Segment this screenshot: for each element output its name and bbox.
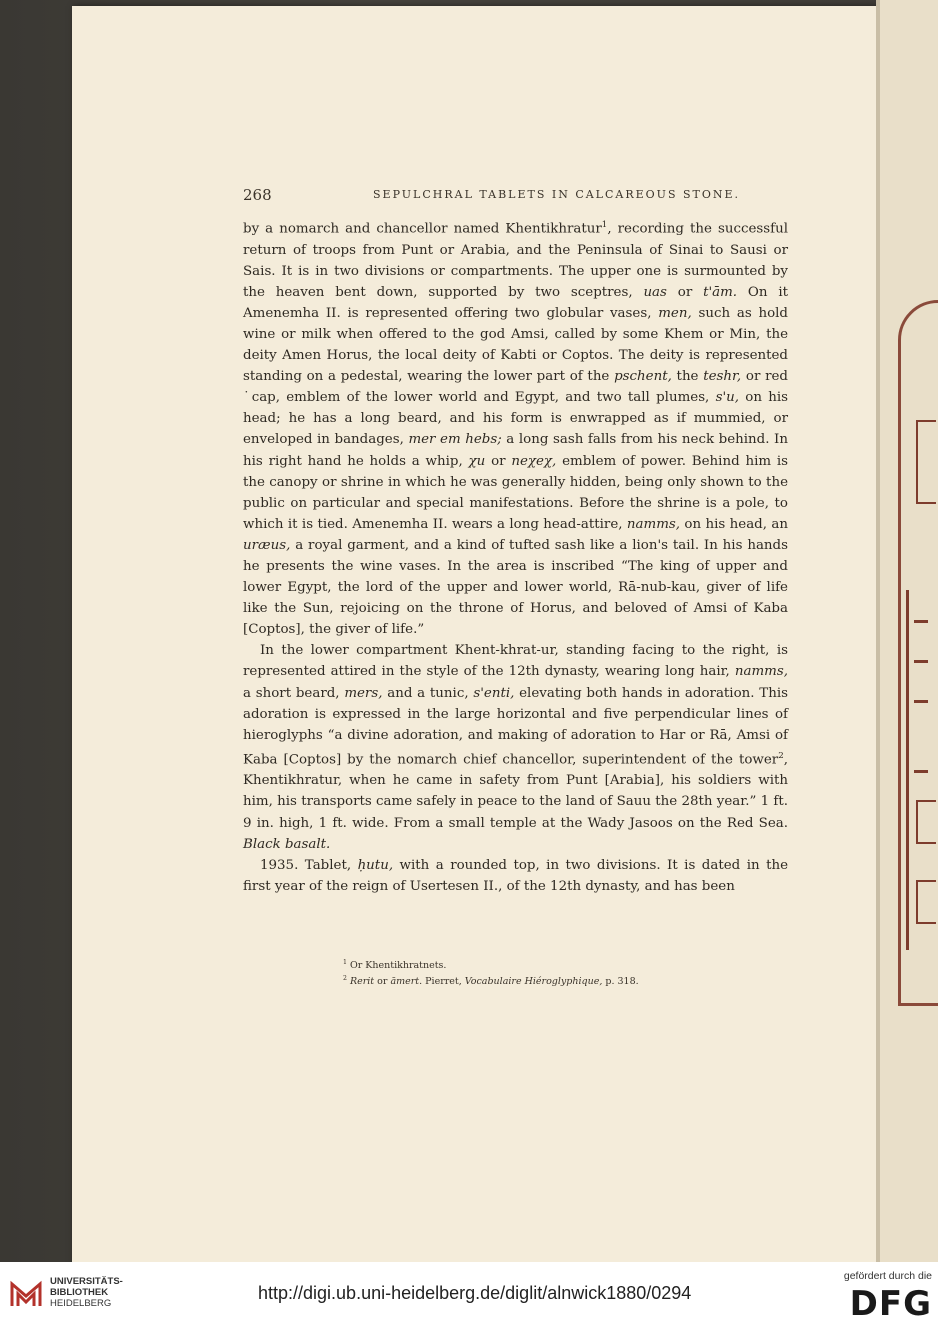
library-name-line1: UNIVERSITÄTS- [50,1276,123,1287]
footnote-ref: 1 [343,959,347,966]
facing-page-plate [880,0,938,1262]
library-logo[interactable] [8,1274,138,1314]
viewer-footer [0,1262,938,1327]
text-run: elevating both hands in adoration. This adoration is expressed in the large horizontal and five perpendicular lines of hieroglyphs “a divine adoration, and making of adoration to Har or Rā, Amsi of Kaba [Coptos] by the nomarch chief chancellor, superintendent of the tower [243,685,789,768]
text-run: Or Khentikhratnets. [346,960,447,972]
running-head [243,186,788,206]
footnote-ref: 1 [601,220,608,230]
library-emblem-icon [8,1276,44,1312]
italic-term: ḥutu, [357,857,394,873]
footnote-ref: 2 [343,975,347,983]
text-run: In the lower compartment Khent-khrat-ur, standing facing to the right, is represented attired in the style of the 12th dynasty, wearing long hair, [243,643,788,680]
italic-term: uas [643,284,667,300]
italic-term: namms, [734,664,788,680]
hieroglyph-mark [914,620,928,623]
italic-term: Black basalt. [243,836,331,852]
page-number: 268 [243,186,272,204]
text-run: , recording the successful return of troops from Punt or Arabia, and the Peninsula of Sinai to Sausi or Sais. It is in two divisions or compartments. The upper one is surmounted by the heaven bent down, supported by two sceptres, [243,221,788,300]
footnote [243,956,788,972]
text-run: emblem of power. Behind him is the canopy or shrine in which he was generally hidden, being only shown to the public on particular and special manifestations. Before the shrine is a pole, to which it is tied. Amenemha II. wears a long head-attire, [243,453,788,532]
plate-column-rule [906,590,909,950]
italic-term: mer em hebs; [408,432,502,448]
hieroglyph-mark [914,660,928,663]
funder-name: DFG [849,1284,932,1324]
hieroglyph-mark [914,770,928,773]
hieroglyph-mark [914,700,928,703]
text-run: 1935. Tablet, [260,857,358,873]
italic-term: namms, [626,516,681,532]
text-run: and a tunic, [382,685,474,701]
italic-term: pschent, [614,369,672,385]
text-run: or [374,976,391,988]
text-run: or red ˙cap, emblem of the lower world and Egypt, and two tall plumes, [243,369,788,406]
italic-term: Vocabulaire Hiéroglyphique, [464,976,603,988]
library-name [50,1276,123,1309]
text-run: by a nomarch and chancellor named Khentikhratur [243,221,602,237]
italic-term: āmert. [390,976,423,988]
text-run: Pierret, [422,976,465,988]
permalink-url[interactable]: http://digi.ub.uni-heidelberg.de/diglit/alnwick1880/0294 [258,1283,692,1303]
library-name-line2: BIBLIOTHEK [50,1287,109,1298]
text-run: with a rounded top, in two divisions. It is dated in the first year of the reign of Usertesen II., of the 12th dynasty, and has been [243,857,788,894]
text-run: such as hold wine or milk when offered to the god Amsi, called by some Khem or Min, the deity Amen Horus, the local deity of Kabti or Coptos. The deity is represented standing on a pedestal, wearing the lower part of the [243,305,788,385]
text-run: or [666,284,704,300]
paragraph [243,640,788,854]
text-run: p. 318. [602,976,639,988]
footnote-ref: 2 [778,750,784,761]
italic-term: χu [468,453,486,469]
text-run: the [671,369,704,385]
hieroglyph-block [916,880,936,924]
text-run: on his head, an [680,516,788,532]
library-name-line3: HEIDELBERG [50,1298,112,1309]
text-run: or [485,453,512,469]
hieroglyph-block [916,800,936,844]
text-run: , Khentikhratur, when he came in safety from Punt [Arabia], his soldiers with him, his transports came safely in peace to the land of Sauu the 28th year.” 1 ft. 9 in. high, 1 ft. wide. From a small temple at the Wady Jasoos on the Red Sea. [243,752,788,831]
text-run: On it Amenemha II. is represented offering two globular vases, [243,284,788,321]
italic-term: s'enti, [473,685,515,701]
italic-term: men, [658,305,692,321]
text-run: a royal garment, and a kind of tufted sash like a lion's tail. In his hands he presents the wine vases. In the area is inscribed “The king of upper and lower Egypt, the lord of the upper and lower world, Rā-nub-kau, giver of life like the Sun, rejoicing on the throne of Horus, and beloved of Amsi of Kaba [Coptos], the giver of life.” [243,537,788,638]
italic-term: s'u, [715,390,740,406]
funder-label: gefördert durch die [843,1270,932,1282]
hieroglyph-block [916,420,936,504]
funder-logo[interactable] [828,1270,932,1322]
italic-term: t'ām. [703,284,738,300]
italic-term: mers, [344,685,383,701]
running-title: SEPULCHRAL TABLETS IN CALCAREOUS STONE. [373,188,741,201]
text-run: a short beard, [243,685,345,701]
footnote [243,972,788,988]
italic-term: teshr, [703,369,742,385]
text-run: on his head; he has a long beard, and his form is enwrapped as if mummied, or enveloped in bandages, [243,390,788,448]
paragraph [243,215,788,640]
italic-term: Rerit [349,976,375,988]
footnotes [243,956,788,988]
italic-term: neχeχ, [511,453,557,469]
text-run: a long sash falls from his neck behind. In his right hand he holds a whip, [243,432,788,469]
body-text [243,215,788,897]
italic-term: uræus, [243,537,291,553]
paragraph [243,855,788,897]
